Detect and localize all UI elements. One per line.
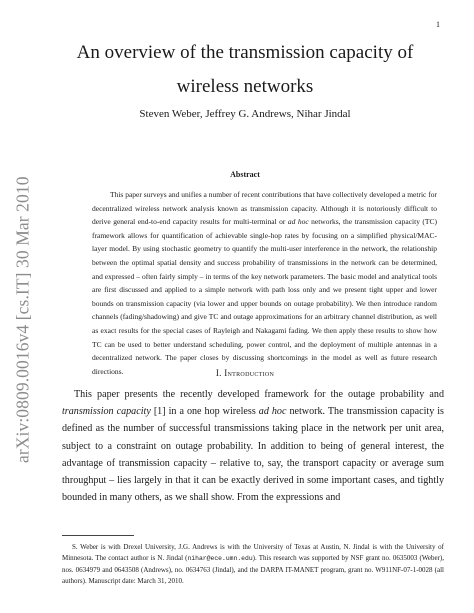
section-numeral: I. bbox=[215, 368, 225, 378]
author-footnote bbox=[62, 542, 444, 588]
abstract-text-part: networks, the transmission capacity (TC) framework allows for quantification of achievable single-hop rates by focusing on a simplified physical/MAC-layer model. By using stochastic geometry to quantify the multi-user interference in the network, the relationship between the optimal spatial density and success probability of transmissions in the network can be determined, and expressed – often fairly simply – in terms of the key network parameters. The basic model and analytical tools are first discussed and applied to a simple network with path loss only and we present tight upper and lower bounds on transmission capacity (via lower and upper bounds on outage probability). We then introduce random channels (fading/shadowing) and give TC and outage approximations for an arbitrary channel distribution, as well as exact results for the special cases of Rayleigh and Nakagami fading. We then apply these results to show how TC can be used to better understand scheduling, power control, and the deployment of multiple antennas in a decentralized network. The paper closes by discussing shortcomings in the model as well as future research directions. bbox=[92, 217, 437, 376]
abstract-emphasis: ad hoc bbox=[287, 217, 309, 227]
footnote-text: S. Weber is with Drexel University, J.G. Andrews is with the University of Texas at Austin, N. Jindal is with the University of Minnesota. The contact author is N. Jindal ( bbox=[62, 543, 444, 563]
introduction-paragraph bbox=[62, 386, 444, 506]
intro-emphasis: ad hoc bbox=[258, 406, 287, 418]
intro-text: [1] in a one hop wireless bbox=[150, 406, 259, 418]
intro-text: network. The transmission capacity is defined as the number of successful transmissions taking place in the network per unit area, subject to a constraint on outage probability. In addition to being of general interest, the advantage of transmission capacity – relative to, say, the transport capacity or average sum throughput – lies largely in that it can be exactly derived in some important cases, and tightly bounded in many others, as we shall show. From the expressions and bbox=[62, 406, 444, 504]
title-line: wireless networks bbox=[176, 76, 314, 97]
title-line: An overview of the transmission capacity of bbox=[76, 42, 414, 63]
paper-title bbox=[50, 36, 440, 104]
arxiv-identifier-stamp: arXiv:0809.0016v4 [cs.IT] 30 Mar 2010 bbox=[12, 176, 33, 464]
author-list: Steven Weber, Jeffrey G. Andrews, Nihar Jindal bbox=[139, 108, 351, 120]
intro-text: This paper presents the recently developed framework for the outage probability and bbox=[74, 389, 444, 400]
abstract-text-part: This paper surveys and unifies a number of recent contributions that have collectively developed a metric for decentralized wireless network analysis known as transmission capacity. Although it is notoriously difficult to derive general end-to-end capacity results for multi-terminal or bbox=[92, 190, 437, 227]
abstract-text bbox=[92, 188, 437, 378]
footnote-text: ). This research was supported by NSF grant no. 0635003 (Weber), nos. 0634979 and 0643508 (Andrews), no. 0634763 (Jindal), and the DARPA IT-MANET program, grant no. W911NF-07-1-0028 (all authors). Manuscript date: March 31, 2010. bbox=[62, 554, 444, 586]
abstract-heading: Abstract bbox=[230, 170, 260, 179]
section-heading-introduction bbox=[50, 368, 440, 378]
footnote-divider bbox=[62, 535, 134, 536]
section-title: Introduction bbox=[224, 368, 275, 378]
contact-email: nihar@ece.umn.edu bbox=[187, 555, 253, 563]
intro-emphasis: transmission capacity bbox=[62, 406, 151, 418]
page-number: 1 bbox=[436, 20, 440, 29]
